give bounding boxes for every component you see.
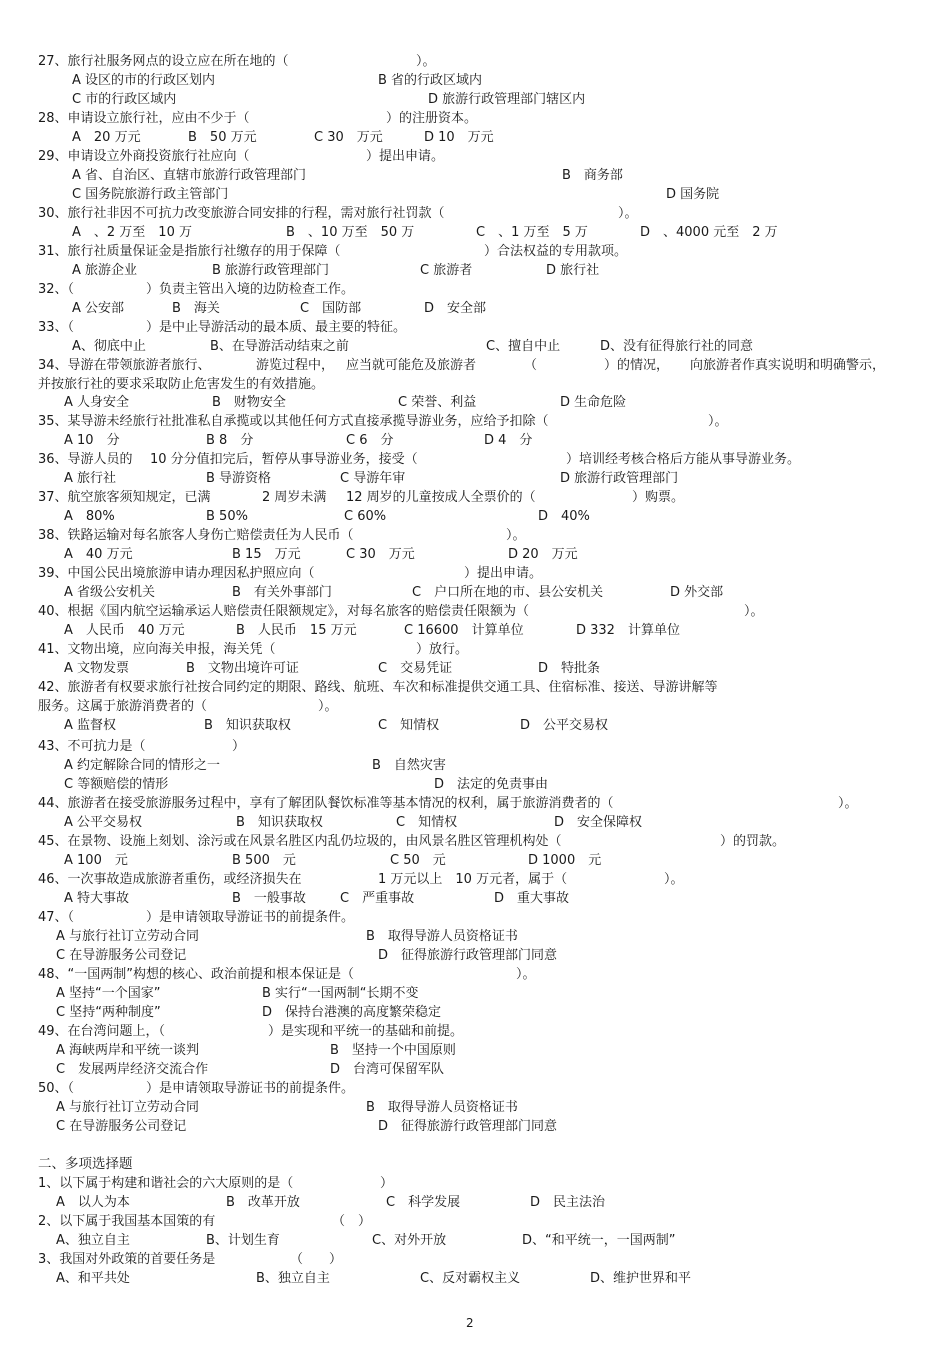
- option-text: C 国防部: [300, 301, 362, 316]
- option-text: ）放行。: [416, 642, 469, 657]
- option-text: ）提出申请。: [464, 566, 543, 581]
- question-line: A 设区的市的行政区划内: [72, 73, 216, 88]
- question-line: 27、旅行社服务网点的设立应在所在地的（: [38, 54, 289, 69]
- question-line: C 发展两岸经济交流合作: [56, 1062, 209, 1077]
- question-line: A 旅行社: [64, 471, 117, 486]
- option-text: B 导游资格: [206, 471, 272, 486]
- option-text: D 台湾可保留军队: [330, 1062, 445, 1077]
- question-line: 47、（: [38, 910, 75, 925]
- option-text: C 户口所在地的市、县公安机关: [412, 585, 604, 600]
- option-text: ）的情况，: [604, 358, 670, 373]
- question-line: A 100 元: [64, 853, 128, 868]
- option-text: D 安全部: [424, 301, 487, 316]
- option-text: B 50%: [206, 509, 248, 524]
- question-line: A、独立自主: [56, 1233, 130, 1248]
- option-text: ）。: [318, 699, 338, 714]
- option-text: ）。: [618, 206, 638, 221]
- option-text: ）的注册资本。: [386, 111, 478, 126]
- option-text: ）。: [416, 54, 436, 69]
- option-text: B 一般事故: [232, 891, 306, 906]
- option-text: C 导游年审: [340, 471, 406, 486]
- option-text: D 、4000 元至 2 万: [640, 225, 778, 240]
- option-text: B、独立自主: [256, 1271, 330, 1286]
- option-text: C 30 万元: [346, 547, 415, 562]
- question-line: A 与旅行社订立劳动合同: [56, 929, 200, 944]
- option-text: C 16600 计算单位: [404, 623, 524, 638]
- question-line: 44、旅游者在接受旅游服务过程中，享有了解团队餐饮标准等基本情况的权利，属于旅游消费者的（: [38, 796, 614, 811]
- question-line: 35、某导游未经旅行社批准私自承揽或以其他任何方式直接承揽导游业务，应给予扣除（: [38, 414, 549, 429]
- option-text: B 改革开放: [226, 1195, 300, 1210]
- option-text: ）: [380, 1176, 394, 1191]
- option-text: D 公平交易权: [520, 718, 609, 733]
- question-line: C 坚持“两种制度”: [56, 1005, 161, 1020]
- question-line: 45、在景物、设施上刻划、涂污或在风景名胜区内乱仍垃圾的，由风景名胜区管理机构处（: [38, 834, 562, 849]
- option-text: 12 周岁的儿童按成人全票价的（: [346, 490, 536, 505]
- option-text: C 知情权: [396, 815, 458, 830]
- option-text: ）。: [838, 796, 858, 811]
- option-text: D 法定的免责事由: [434, 777, 549, 792]
- option-text: D 民主法治: [530, 1195, 606, 1210]
- question-line: 48、“一国两制”构想的核心、政治前提和根本保证是（: [38, 967, 355, 982]
- option-text: B 有关外事部门: [232, 585, 332, 600]
- question-line: 50、（: [38, 1081, 75, 1096]
- option-text: B、计划生育: [206, 1233, 280, 1248]
- question-line: 28、申请设立旅行社，应由不少于（: [38, 111, 250, 126]
- question-line: A 文物发票: [64, 661, 130, 676]
- question-line: C 等额赔偿的情形: [64, 777, 169, 792]
- option-text: 向旅游者作真实说明和明确警示，: [690, 358, 886, 373]
- option-text: 1 万元以上 10 万元者，属于（: [378, 872, 568, 887]
- option-text: C 30 万元: [314, 130, 383, 145]
- option-text: C、擅自中止: [486, 339, 561, 354]
- option-text: C 严重事故: [340, 891, 415, 906]
- question-line: 并按旅行社的要求采取防止危害发生的有效措施。: [38, 377, 325, 392]
- question-line: 41、文物出境，应向海关申报，海关凭（: [38, 642, 276, 657]
- option-text: B 取得导游人员资格证书: [366, 929, 518, 944]
- option-text: ）: [232, 739, 246, 754]
- question-line: A 省、自治区、直辖市旅游行政管理部门: [72, 168, 307, 183]
- option-text: B 自然灾害: [372, 758, 446, 773]
- question-line: A 旅游企业: [72, 263, 138, 278]
- option-text: D 旅游行政管理部门: [560, 471, 679, 486]
- option-text: D 特批条: [538, 661, 601, 676]
- option-text: ）。: [744, 604, 764, 619]
- option-text: ）是申请领取导游证书的前提条件。: [146, 910, 355, 925]
- option-text: D、没有征得旅行社的同意: [600, 339, 754, 354]
- option-text: C 60%: [344, 509, 387, 524]
- question-line: A 20 万元: [72, 130, 141, 145]
- option-text: C、对外开放: [372, 1233, 447, 1248]
- option-text: D 10 万元: [424, 130, 494, 145]
- option-text: D 1000 元: [528, 853, 602, 868]
- option-text: B 省的行政区域内: [378, 73, 483, 88]
- question-line: 42、旅游者有权要求旅行社按合同约定的期限、路线、航班、车次和标准提供交通工具、住宿标准、接送、导游讲解等: [38, 680, 718, 695]
- option-text: B 文物出境许可证: [186, 661, 299, 676]
- option-text: B 知识获取权: [204, 718, 291, 733]
- question-line: 34、导游在带领旅游者旅行、: [38, 358, 211, 373]
- option-text: ）。: [516, 967, 536, 982]
- question-line: A 人身安全: [64, 395, 130, 410]
- question-line: 1、以下属于构建和谐社会的六大原则的是（: [38, 1176, 294, 1191]
- question-line: A 10 分: [64, 433, 120, 448]
- option-text: ）。: [708, 414, 728, 429]
- question-line: 29、申请设立外商投资旅行社应向（: [38, 149, 250, 164]
- question-line: A 约定解除合同的情形之一: [64, 758, 221, 773]
- option-text: B 15 万元: [232, 547, 301, 562]
- question-line: 43、不可抗力是（: [38, 739, 146, 754]
- option-text: 游览过程中，: [256, 358, 335, 373]
- option-text: B 商务部: [562, 168, 623, 183]
- option-text: 2 周岁未满: [262, 490, 327, 505]
- question-line: A、彻底中止: [72, 339, 146, 354]
- question-line: A 公安部: [72, 301, 125, 316]
- option-text: ）是实现和平统一的基础和前提。: [268, 1024, 464, 1039]
- option-text: B 旅游行政管理部门: [212, 263, 330, 278]
- question-line: 2、以下属于我国基本国策的有: [38, 1214, 216, 1229]
- option-text: C 科学发展: [386, 1195, 461, 1210]
- question-line: A 公平交易权: [64, 815, 143, 830]
- question-line: A 以人为本: [56, 1195, 130, 1210]
- option-text: C 知情权: [378, 718, 440, 733]
- option-text: ）提出申请。: [366, 149, 445, 164]
- question-line: A 人民币 40 万元: [64, 623, 185, 638]
- option-text: B、在导游活动结束之前: [210, 339, 349, 354]
- question-line: A、和平共处: [56, 1271, 130, 1286]
- option-text: 10 分分值扣完后，暂停从事导游业务，接受（: [150, 452, 418, 467]
- option-text: （ ）: [332, 1214, 372, 1229]
- option-text: D 重大事故: [494, 891, 570, 906]
- option-text: 应当就可能危及旅游者: [346, 358, 477, 373]
- question-line: 49、在台湾问题上，（: [38, 1024, 166, 1039]
- question-line: 46、一次事故造成旅游者重伤，或经济损失在: [38, 872, 302, 887]
- question-line: 38、铁路运输对每名旅客人身伤亡赔偿责任为人民币（: [38, 528, 354, 543]
- option-text: B 坚持一个中国原则: [330, 1043, 456, 1058]
- option-text: D 332 计算单位: [576, 623, 680, 638]
- question-line: 39、中国公民出境旅游申请办理因私护照应向（: [38, 566, 315, 581]
- option-text: D 国务院: [666, 187, 720, 202]
- question-line: 36、导游人员的: [38, 452, 133, 467]
- question-line: 31、旅行社质量保证金是指旅行社缴存的用于保障（: [38, 244, 341, 259]
- question-line: A 40 万元: [64, 547, 133, 562]
- option-text: B 财物安全: [212, 395, 286, 410]
- option-text: ）培训经考核合格后方能从事导游业务。: [566, 452, 801, 467]
- option-text: ）是申请领取导游证书的前提条件。: [146, 1081, 355, 1096]
- option-text: C 交易凭证: [378, 661, 453, 676]
- option-text: D 40%: [538, 509, 590, 524]
- option-text: ）。: [506, 528, 526, 543]
- option-text: D 保持台港澳的高度繁荣稳定: [262, 1005, 442, 1020]
- option-text: （ ）: [290, 1252, 343, 1267]
- option-text: B 实行“一国两制“长期不变: [262, 986, 419, 1001]
- question-line: C 市的行政区域内: [72, 92, 177, 107]
- option-text: D 征得旅游行政管理部门同意: [378, 1119, 558, 1134]
- option-text: B 500 元: [232, 853, 296, 868]
- question-line: A 监督权: [64, 718, 117, 733]
- page-number: 2: [466, 1316, 474, 1330]
- question-line: A 坚持“一个国家”: [56, 986, 161, 1001]
- option-text: C 50 元: [390, 853, 446, 868]
- option-text: B 、10 万至 50 万: [286, 225, 415, 240]
- question-line: 服务。这属于旅游消费者的（: [38, 699, 208, 714]
- option-text: ）。: [664, 872, 684, 887]
- question-line: A 特大事故: [64, 891, 130, 906]
- option-text: C 旅游者: [420, 263, 473, 278]
- option-text: B 知识获取权: [236, 815, 323, 830]
- section-heading: 二、多项选择题: [38, 1156, 133, 1172]
- option-text: ）是中止导游活动的最本质、最主要的特征。: [146, 320, 407, 335]
- question-line: 40、根据《国内航空运输承运人赔偿责任限额规定》，对每名旅客的赔偿责任限额为（: [38, 604, 530, 619]
- option-text: B 人民币 15 万元: [236, 623, 357, 638]
- question-line: 37、航空旅客须知规定，已满: [38, 490, 211, 505]
- option-text: ）合法权益的专用款项。: [484, 244, 628, 259]
- option-text: C 荣誉、利益: [398, 395, 477, 410]
- option-text: B 海关: [172, 301, 220, 316]
- option-text: D、“和平统一，一国两制”: [522, 1233, 676, 1248]
- question-line: A 省级公安机关: [64, 585, 156, 600]
- question-line: A 与旅行社订立劳动合同: [56, 1100, 200, 1115]
- option-text: C、反对霸权主义: [420, 1271, 521, 1286]
- option-text: D 4 分: [484, 433, 533, 448]
- question-line: A 80%: [64, 509, 115, 524]
- option-text: D 安全保障权: [554, 815, 643, 830]
- question-line: C 国务院旅游行政主管部门: [72, 187, 229, 202]
- option-text: D 生命危险: [560, 395, 627, 410]
- option-text: D 征得旅游行政管理部门同意: [378, 948, 558, 963]
- question-line: A 、2 万至 10 万: [72, 225, 192, 240]
- option-text: D 20 万元: [508, 547, 578, 562]
- option-text: B 取得导游人员资格证书: [366, 1100, 518, 1115]
- option-text: ）的罚款。: [720, 834, 786, 849]
- option-text: C 、1 万至 5 万: [476, 225, 588, 240]
- option-text: B 50 万元: [188, 130, 257, 145]
- option-text: D 外交部: [670, 585, 724, 600]
- option-text: ）购票。: [632, 490, 685, 505]
- question-line: 33、（: [38, 320, 75, 335]
- option-text: （: [524, 358, 538, 373]
- question-line: A 海峡两岸和平统一谈判: [56, 1043, 200, 1058]
- option-text: C 6 分: [346, 433, 394, 448]
- question-line: 3、我国对外政策的首要任务是: [38, 1252, 216, 1267]
- option-text: D 旅行社: [546, 263, 600, 278]
- option-text: D 旅游行政管理部门辖区内: [428, 92, 586, 107]
- option-text: ）负责主管出入境的边防检查工作。: [146, 282, 355, 297]
- question-line: 30、旅行社非因不可抗力改变旅游合同安排的行程，需对旅行社罚款（: [38, 206, 445, 221]
- option-text: D、维护世界和平: [590, 1271, 692, 1286]
- question-line: C 在导游服务公司登记: [56, 1119, 187, 1134]
- question-line: C 在导游服务公司登记: [56, 948, 187, 963]
- option-text: B 8 分: [206, 433, 254, 448]
- question-line: 32、（: [38, 282, 75, 297]
